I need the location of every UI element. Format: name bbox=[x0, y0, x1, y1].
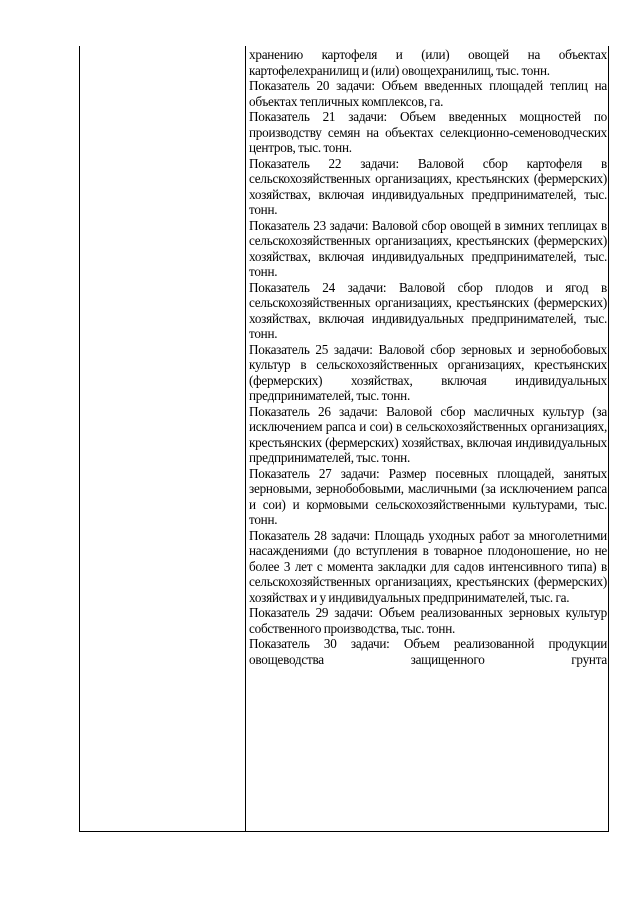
indicator-30: Показатель 30 задачи: Объем реализованной продукции овощеводства защищенного грунта bbox=[249, 636, 607, 667]
indicator-21: Показатель 21 задачи: Объем введенных мощностей по производству семян на объектах селекционно-семеноводческих центров, тыс. тонн. bbox=[249, 109, 607, 155]
indicator-27: Показатель 27 задачи: Размер посевных площадей, занятых зерновыми, зернобобовыми, масличными (за исключением рапса и сои) и кормовыми сельскохозяйственными культурами, тыс. тонн. bbox=[249, 465, 607, 527]
indicator-25: Показатель 25 задачи: Валовой сбор зерновых и зернобобовых культур в сельскохозяйственных организациях, крестьянских (фермерских) хозяйствах, включая индивидуальных предпринимателей, тыс. тонн. bbox=[249, 341, 607, 403]
indicator-23: Показатель 23 задачи: Валовой сбор овощей в зимних теплицах в сельскохозяйственных организациях, крестьянских (фермерских) хозяйствах, включая индивидуальных предпринимателей, тыс. тонн. bbox=[249, 217, 607, 279]
indicator-29: Показатель 29 задачи: Объем реализованных зерновых культур собственного производства, тыс. тонн. bbox=[249, 605, 607, 636]
indicator-26: Показатель 26 задачи: Валовой сбор масличных культур (за исключением рапса и сои) в сельскохозяйственных организациях, крестьянских (фермерских) хозяйствах, включая индивидуальных предпринимателей, тыс. тонн. bbox=[249, 403, 607, 465]
table-cell-right bbox=[249, 47, 607, 832]
indicator-24: Показатель 24 задачи: Валовой сбор плодов и ягод в сельскохозяйственных организациях, крестьянских (фермерских) хозяйствах, включая индивидуальных предпринимателей, тыс. тонн. bbox=[249, 279, 607, 341]
table-border-right bbox=[608, 46, 609, 832]
table-column-divider bbox=[245, 46, 246, 832]
indicator-20: Показатель 20 задачи: Объем введенных площадей теплиц на объектах тепличных комплексов, га. bbox=[249, 78, 607, 109]
indicator-28: Показатель 28 задачи: Площадь уходных работ за многолетними насаждениями (до вступления в товарное плодоношение, но не более 3 лет с момента закладки для садов интенсивного типа) в сельскохозяйственных организациях, крестьянских (фермерских) хозяйствах и у индивидуальных предпринимателей, тыс. га. bbox=[249, 527, 607, 605]
table-cell-left bbox=[80, 46, 245, 831]
paragraph-continuation: хранению картофеля и (или) овощей на объектах картофелехранилищ и (или) овощехранилищ, тыс. тонн. bbox=[249, 47, 607, 78]
indicator-22: Показатель 22 задачи: Валовой сбор картофеля в сельскохозяйственных организациях, крестьянских (фермерских) хозяйствах, включая индивидуальных предпринимателей, тыс. тонн. bbox=[249, 155, 607, 217]
